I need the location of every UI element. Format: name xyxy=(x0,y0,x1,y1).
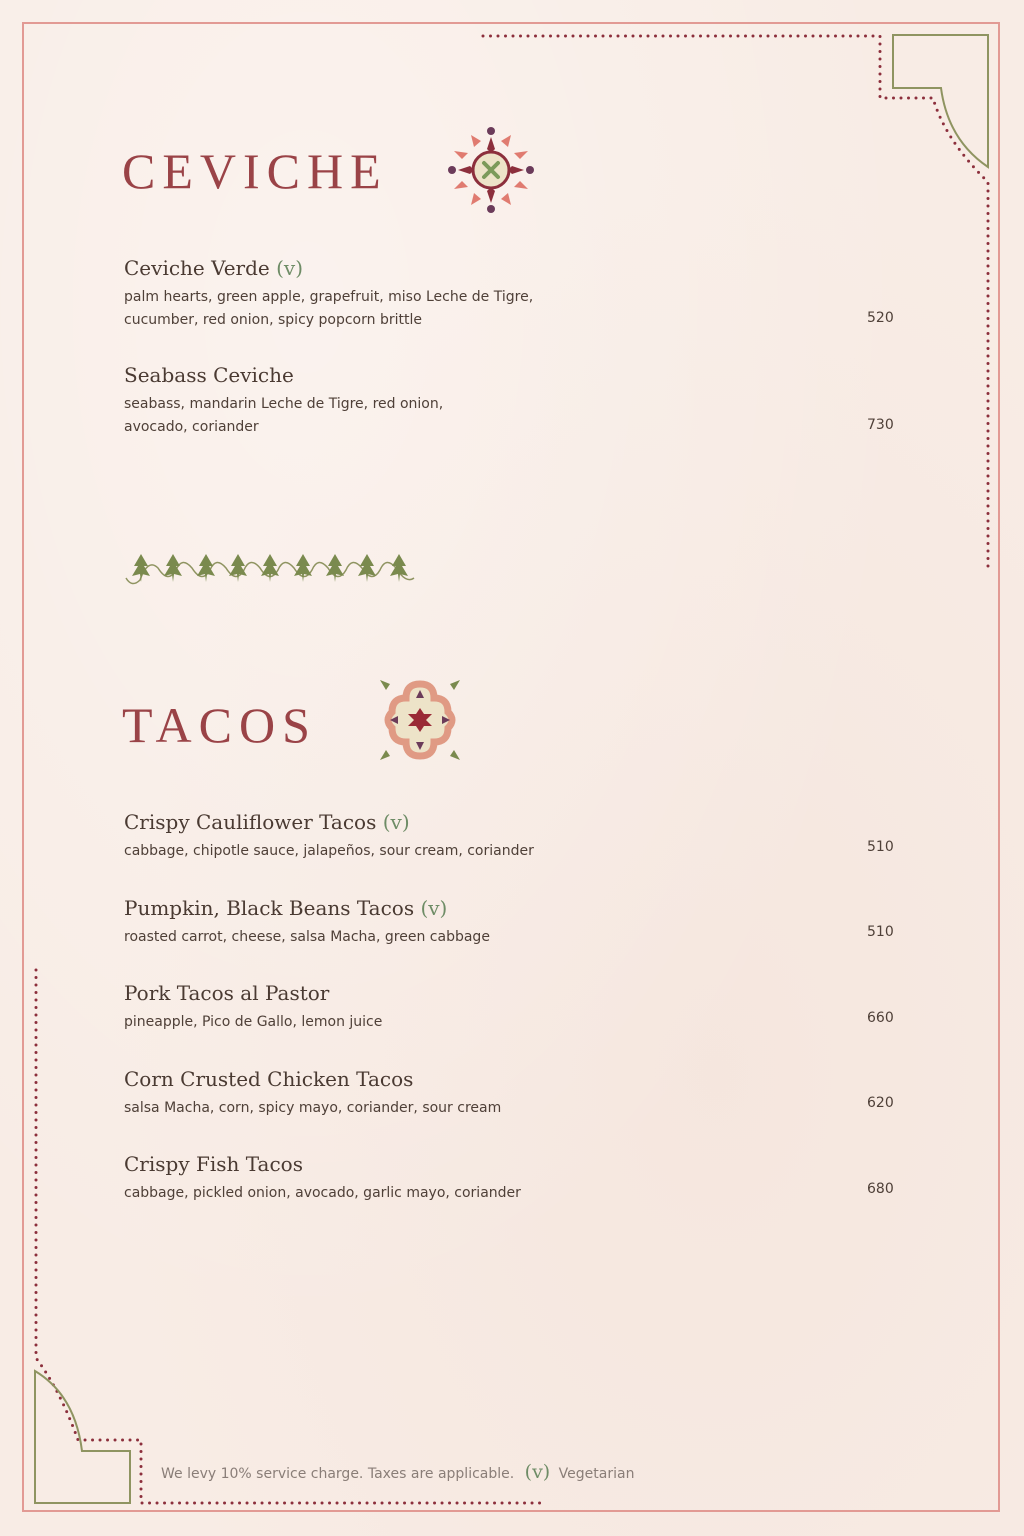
menu-item xyxy=(124,895,904,949)
item-description: avocado, coriander xyxy=(124,419,259,435)
item-name: Pork Tacos al Pastor xyxy=(124,981,330,1005)
item-name: Ceviche Verde xyxy=(124,256,270,280)
item-description: pineapple, Pico de Gallo, lemon juice xyxy=(124,1014,383,1030)
item-price: 730 xyxy=(867,417,894,433)
veg-badge: (v) xyxy=(276,256,304,280)
leaf-divider-icon xyxy=(122,548,422,590)
service-charge-note: We levy 10% service charge. Taxes are applicable. xyxy=(161,1466,515,1482)
veg-badge: (v) xyxy=(382,810,410,834)
menu-item xyxy=(124,1066,904,1120)
menu-item xyxy=(124,255,904,332)
item-price: 620 xyxy=(867,1095,894,1111)
item-price: 660 xyxy=(867,1010,894,1026)
menu-item xyxy=(124,362,904,439)
floral-medallion-icon xyxy=(446,125,536,215)
item-price: 510 xyxy=(867,924,894,940)
item-price: 520 xyxy=(867,310,894,326)
item-description: salsa Macha, corn, spicy mayo, coriander, sour cream xyxy=(124,1100,502,1116)
item-name: Pumpkin, Black Beans Tacos xyxy=(124,896,415,920)
item-description: cabbage, chipotle sauce, jalapeños, sour cream, coriander xyxy=(124,843,534,859)
veg-badge: (v) xyxy=(420,896,448,920)
item-price: 510 xyxy=(867,839,894,855)
section-title-ceviche: CEVICHE xyxy=(122,143,388,199)
veg-legend-label: Vegetarian xyxy=(558,1466,635,1482)
section-title-tacos: TACOS xyxy=(122,697,317,753)
item-description: roasted carrot, cheese, salsa Macha, green cabbage xyxy=(124,929,490,945)
menu-item xyxy=(124,1151,904,1205)
item-description: seabass, mandarin Leche de Tigre, red onion, xyxy=(124,396,444,412)
footer-note xyxy=(161,1461,634,1483)
item-name: Seabass Ceviche xyxy=(124,363,294,387)
item-price: 680 xyxy=(867,1181,894,1197)
item-name: Crispy Cauliflower Tacos xyxy=(124,810,377,834)
veg-legend-mark: (v) xyxy=(524,1461,551,1483)
item-description: palm hearts, green apple, grapefruit, miso Leche de Tigre, xyxy=(124,289,534,305)
item-description: cucumber, red onion, spicy popcorn brittle xyxy=(124,312,422,328)
menu-item xyxy=(124,980,904,1034)
menu-item xyxy=(124,809,904,863)
tile-medallion-icon xyxy=(376,676,464,764)
item-name: Corn Crusted Chicken Tacos xyxy=(124,1067,414,1091)
item-description: cabbage, pickled onion, avocado, garlic mayo, coriander xyxy=(124,1185,521,1201)
item-name: Crispy Fish Tacos xyxy=(124,1152,303,1176)
